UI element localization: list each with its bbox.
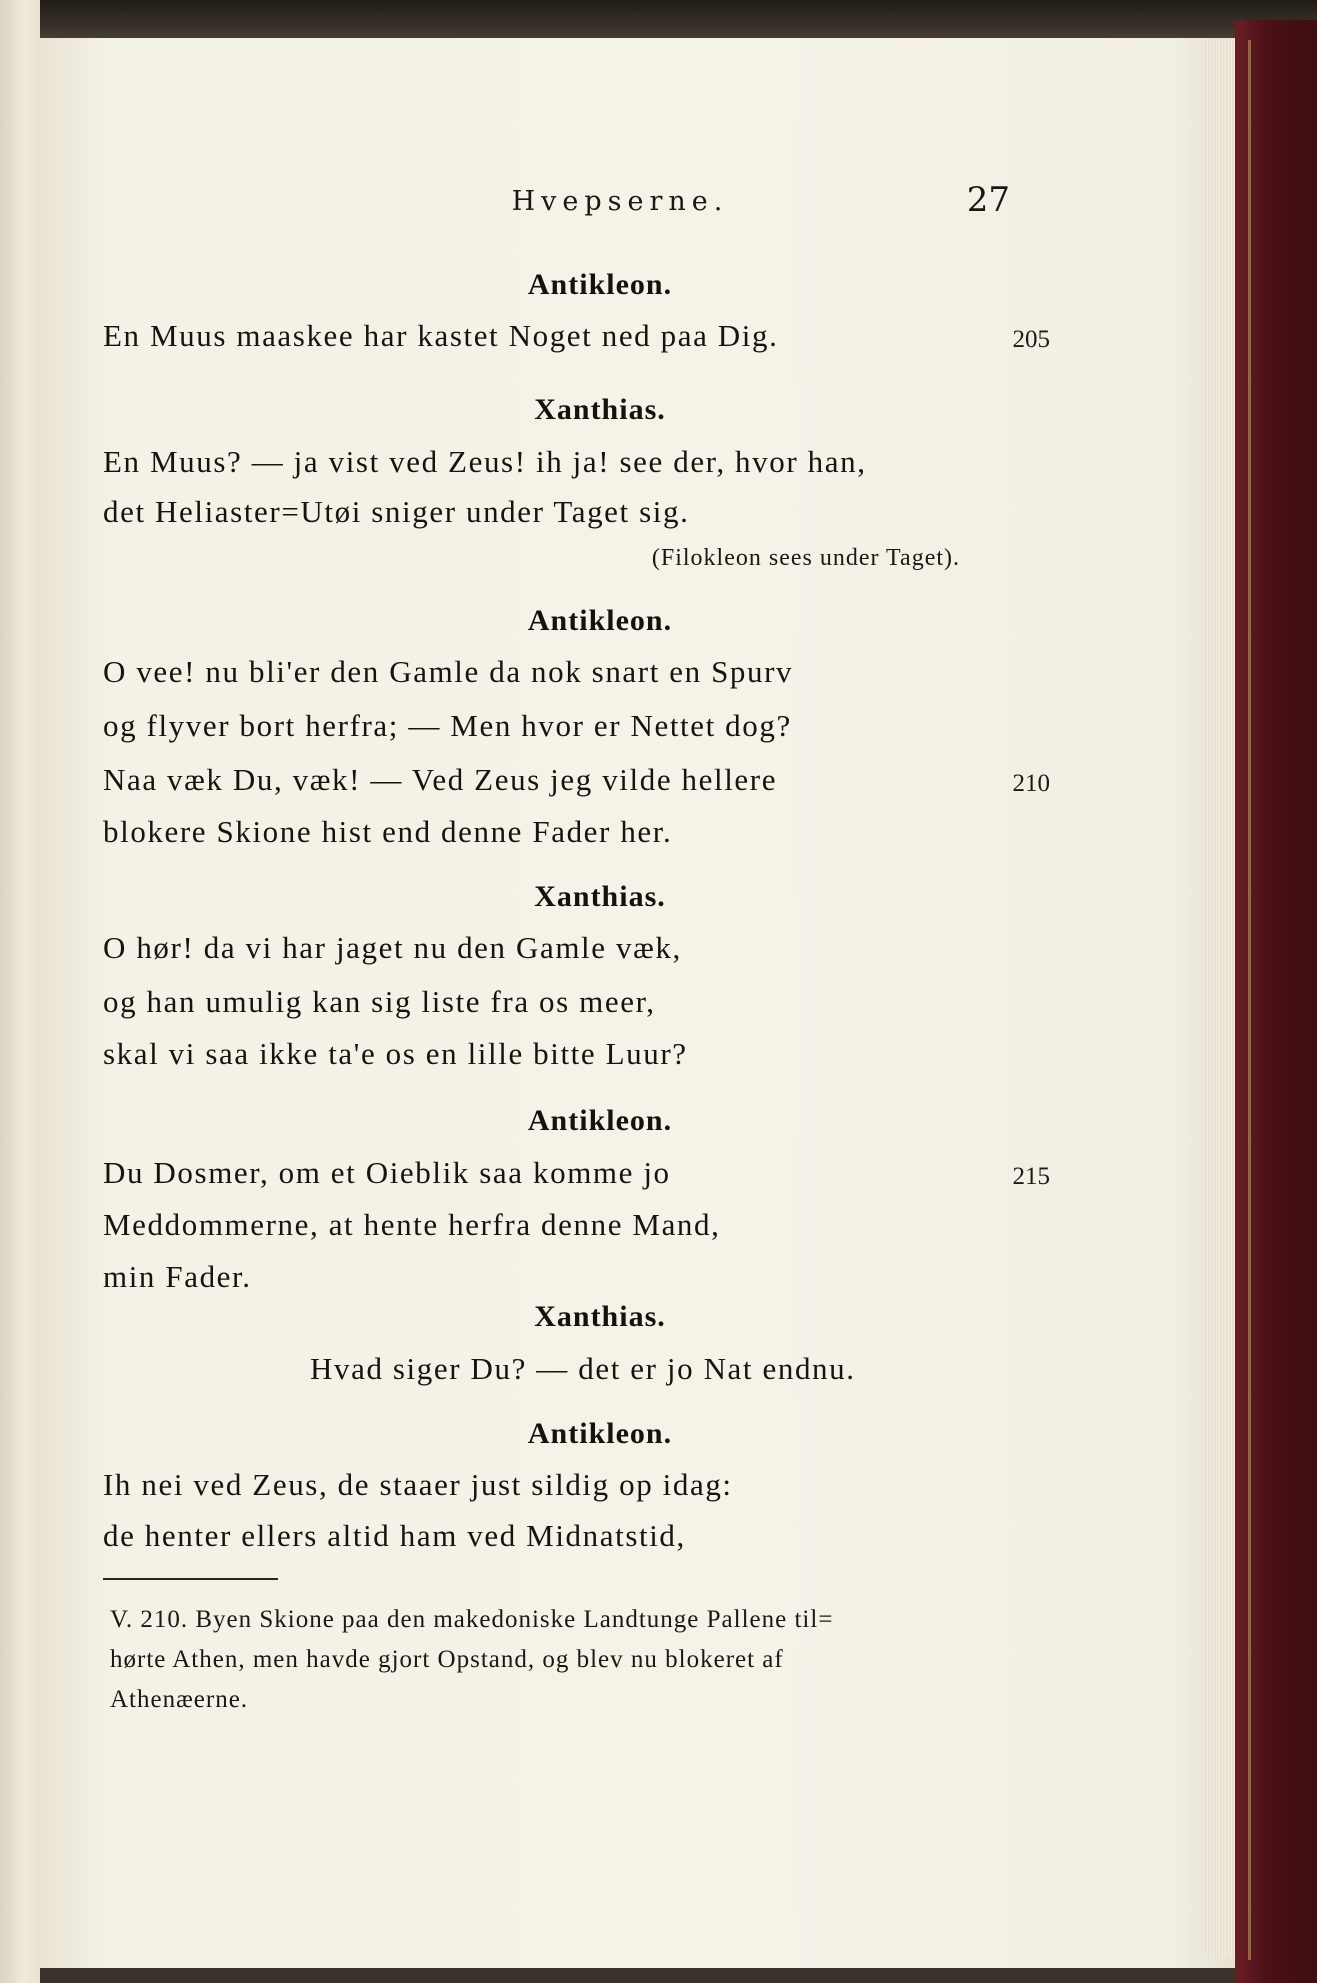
footnote-line: Athenæerne.	[110, 1686, 249, 1713]
verse-line: Ih nei ved Zeus, de staaer just sildig op idag:	[103, 1467, 733, 1502]
binding-left	[0, 0, 40, 1983]
verse-line: Du Dosmer, om et Oieblik saa komme jo	[103, 1155, 671, 1190]
verse-line: og han umulig kan sig liste fra os meer,	[103, 984, 656, 1019]
verse-line: min Fader.	[103, 1259, 252, 1294]
page-number: 27	[966, 180, 1010, 220]
verse-line: det Heliaster=Utøi sniger under Taget sig.	[103, 494, 690, 529]
line-number: 210	[1012, 770, 1050, 797]
speaker-name: Xanthias.	[534, 880, 666, 913]
line-number: 215	[1012, 1163, 1050, 1190]
line-number: 205	[1012, 326, 1050, 353]
speaker-name: Antikleon.	[527, 1104, 673, 1137]
stage-direction: (Filokleon sees under Taget).	[651, 545, 960, 571]
verse-line: Naa væk Du, væk! — Ved Zeus jeg vilde hellere	[103, 762, 778, 797]
speaker-name: Xanthias.	[534, 393, 666, 426]
speaker-name: Antikleon.	[527, 268, 673, 301]
cover-gilt-line	[1248, 40, 1251, 1960]
verse-line: O vee! nu bli'er den Gamle da nok snart en Spurv	[103, 654, 794, 689]
book-top-edge	[40, 0, 1317, 38]
speaker-name: Antikleon.	[527, 604, 673, 637]
verse-line: O hør! da vi har jaget nu den Gamle væk,	[103, 930, 682, 965]
speaker-name: Antikleon.	[527, 1417, 673, 1450]
speaker-name: Xanthias.	[534, 1300, 666, 1333]
verse-line: blokere Skione hist end denne Fader her.	[103, 814, 673, 849]
verse-line: skal vi saa ikke ta'e os en lille bitte Luur?	[103, 1036, 688, 1071]
footnote-line: hørte Athen, men havde gjort Opstand, og blev nu blokeret af	[110, 1646, 784, 1673]
footnote-rule	[103, 1578, 278, 1580]
page-edges	[1203, 38, 1235, 1958]
verse-line: Hvad siger Du? — det er jo Nat endnu.	[310, 1351, 856, 1386]
verse-line: Meddommerne, at hente herfra denne Mand,	[103, 1207, 721, 1242]
verse-line: de henter ellers altid ham ved Midnatstid,	[103, 1518, 686, 1553]
verse-line: og flyver bort herfra; — Men hvor er Nettet dog?	[103, 708, 792, 743]
running-head: Hvepserne.	[511, 186, 729, 217]
footnote-line: V. 210. Byen Skione paa den makedoniske Landtunge Pallene til=	[110, 1606, 834, 1633]
verse-line: En Muus? — ja vist ved Zeus! ih ja! see der, hvor han,	[103, 444, 867, 479]
verse-line: En Muus maaskee har kastet Noget ned paa Dig.	[103, 318, 779, 353]
